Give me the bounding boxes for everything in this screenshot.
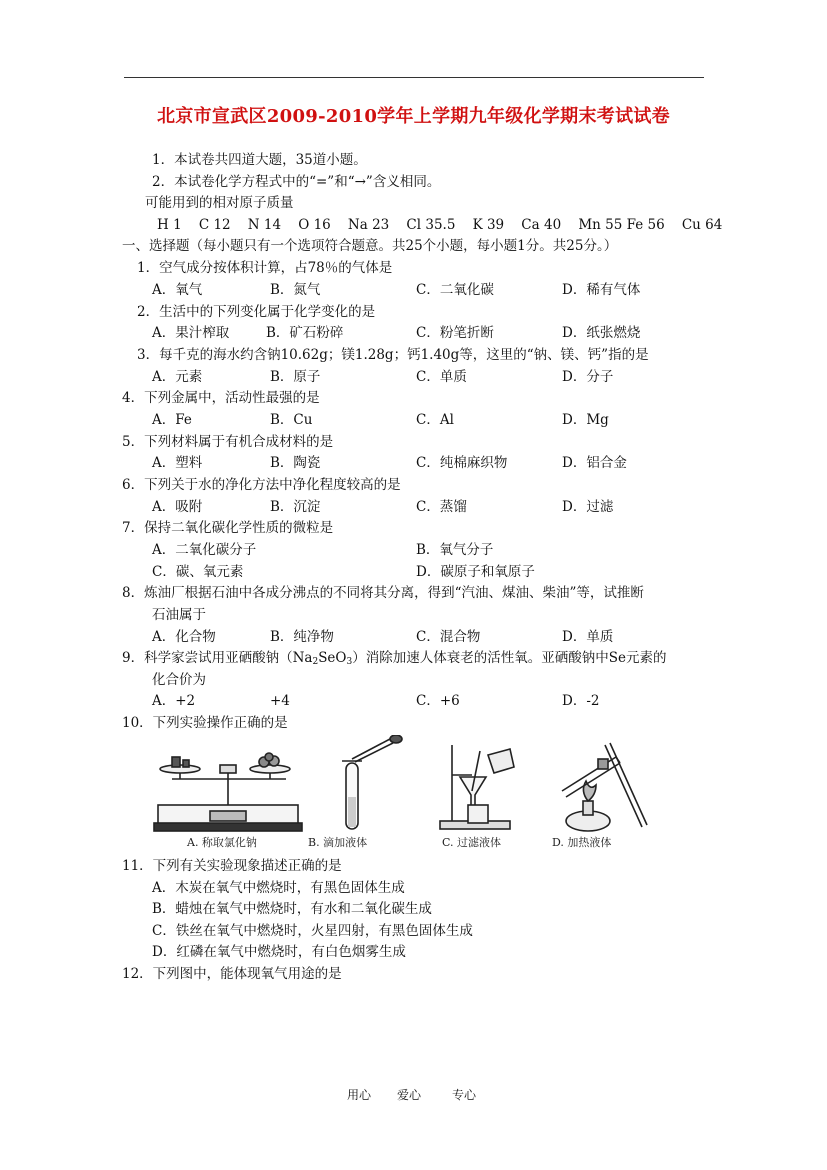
- question-5-option-a: A．塑料: [152, 455, 203, 471]
- caption-b: B. 滴加液体: [308, 836, 368, 849]
- section-heading: 一、选择题（每小题只有一个选项符合题意。共25个小题，每小题1分。共25分。）: [122, 238, 618, 254]
- question-7-option-c: C．碳、氧元素: [152, 564, 244, 580]
- question-4-option-d: D．Mg: [562, 412, 609, 428]
- question-11-option-a: A．木炭在氧气中燃烧时，有黑色固体生成: [152, 880, 405, 896]
- question-9-subscript-2: 3: [346, 657, 353, 667]
- note-3: 可能用到的相对原子质量: [145, 195, 294, 211]
- question-9-option-a: A．+2: [152, 693, 196, 709]
- lab-figure-svg: [150, 735, 650, 835]
- question-7-option-b: B．氧气分子: [416, 542, 494, 558]
- question-6-option-d: D．过滤: [562, 499, 614, 515]
- question-1-stem: 1．空气成分按体积计算，占78％的气体是: [137, 260, 393, 276]
- question-1-option-c: C．二氧化碳: [416, 282, 494, 298]
- question-3-option-d: D．分子: [562, 369, 614, 385]
- question-2-option-d: D．纸张燃烧: [562, 325, 641, 341]
- question-3-option-c: C．单质: [416, 369, 467, 385]
- question-11-stem: 11．下列有关实验现象描述正确的是: [122, 858, 342, 874]
- atomic-masses: H 1 C 12 N 14 O 16 Na 23 Cl 35.5 K 39 Ca 40 Mn 55 Fe 56 Cu 64: [157, 217, 723, 233]
- question-5-option-b: B．陶瓷: [270, 455, 321, 471]
- header-rule: [124, 77, 704, 78]
- question-9-stem-cont: 化合价为: [152, 672, 206, 688]
- question-6-option-c: C．蒸馏: [416, 499, 467, 515]
- caption-c: C. 过滤液体: [442, 836, 502, 849]
- caption-a: A. 称取氯化钠: [187, 836, 257, 849]
- filtration-illustration: [440, 745, 514, 829]
- question-4-option-b: B．Cu: [270, 412, 313, 428]
- question-8-option-a: A．化合物: [152, 629, 216, 645]
- question-1-option-d: D．稀有气体: [562, 282, 641, 298]
- question-6-stem: 6．下列关于水的净化方法中净化程度较高的是: [122, 477, 401, 493]
- footer-word-1: 用心: [347, 1088, 372, 1102]
- question-4-stem: 4．下列金属中，活动性最强的是: [122, 390, 320, 406]
- footer-word-2: 爱心: [397, 1088, 422, 1102]
- question-5-stem: 5．下列材料属于有机合成材料的是: [122, 434, 334, 450]
- question-5-option-c: C．纯棉麻织物: [416, 455, 508, 471]
- question-11-option-c: C．铁丝在氧气中燃烧时，火星四射，有黑色固体生成: [152, 923, 473, 939]
- question-1-option-b: B．氮气: [270, 282, 321, 298]
- question-8-stem-cont: 石油属于: [152, 607, 206, 623]
- question-2-option-a: A．果汁榨取: [152, 325, 230, 341]
- question-3-option-a: A．元素: [152, 369, 203, 385]
- page-title: 北京市宣武区2009-2010学年上学期九年级化学期末考试试卷: [157, 106, 670, 127]
- question-10-stem: 10．下列实验操作正确的是: [122, 715, 288, 731]
- note-2: 2．本试卷化学方程式中的“=”和“→”含义相同。: [152, 174, 441, 190]
- question-7-option-a: A．二氧化碳分子: [152, 542, 257, 558]
- question-4-option-a: A．Fe: [152, 412, 192, 428]
- question-4-option-c: C．Al: [416, 412, 454, 428]
- question-6-option-a: A．吸附: [152, 499, 203, 515]
- question-9-stem-post: ）消除加速人体衰老的活性氧。亚硒酸钠中Se元素的: [352, 650, 667, 666]
- question-9-stem: [122, 649, 666, 671]
- question-3-stem: 3．每千克的海水约含钠10.62g；镁1.28g；钙1.40g等，这里的“钠、镁、钙”指的是: [137, 347, 649, 363]
- question-9-option-d: D．-2: [562, 693, 600, 709]
- question-6-option-b: B．沉淀: [270, 499, 321, 515]
- dropper-illustration: [342, 735, 402, 829]
- question-9-option-c: C．+6: [416, 693, 460, 709]
- question-2-option-c: C．粉笔折断: [416, 325, 494, 341]
- question-11-option-d: D．红磷在氧气中燃烧时，有白色烟雾生成: [152, 944, 406, 960]
- question-8-option-b: B．纯净物: [270, 629, 334, 645]
- question-7-stem: 7．保持二氧化碳化学性质的微粒是: [122, 520, 334, 536]
- question-12-stem: 12．下列图中，能体现氧气用途的是: [122, 966, 342, 982]
- question-2-stem: 2．生活中的下列变化属于化学变化的是: [137, 304, 376, 320]
- question-11-option-b: B．蜡烛在氧气中燃烧时，有水和二氧化碳生成: [152, 901, 432, 917]
- heating-illustration: [562, 743, 647, 831]
- question-1-option-a: A．氧气: [152, 282, 203, 298]
- question-3-option-b: B．原子: [270, 369, 321, 385]
- question-9-stem-pre: 9．科学家尝试用亚硒酸钠（Na: [122, 650, 313, 666]
- note-1: 1．本试卷共四道大题，35道小题。: [152, 152, 367, 168]
- balance-illustration: [154, 753, 302, 831]
- footer-word-3: 专心: [452, 1088, 477, 1102]
- caption-d: D. 加热液体: [552, 836, 612, 849]
- question-5-option-d: D．铝合金: [562, 455, 627, 471]
- question-9-stem-mid: SeO: [318, 650, 347, 666]
- question-8-stem: 8．炼油厂根据石油中各成分沸点的不同将其分离，得到“汽油、煤油、柴油”等，试推断: [122, 585, 644, 601]
- question-8-option-c: C．混合物: [416, 629, 481, 645]
- question-7-option-d: D．碳原子和氧原子: [416, 564, 535, 580]
- question-9-option-b: +4: [270, 693, 290, 709]
- question-2-option-b: B．矿石粉碎: [266, 325, 344, 341]
- question-9-subscript-1: 2: [312, 657, 319, 667]
- question-8-option-d: D．单质: [562, 629, 614, 645]
